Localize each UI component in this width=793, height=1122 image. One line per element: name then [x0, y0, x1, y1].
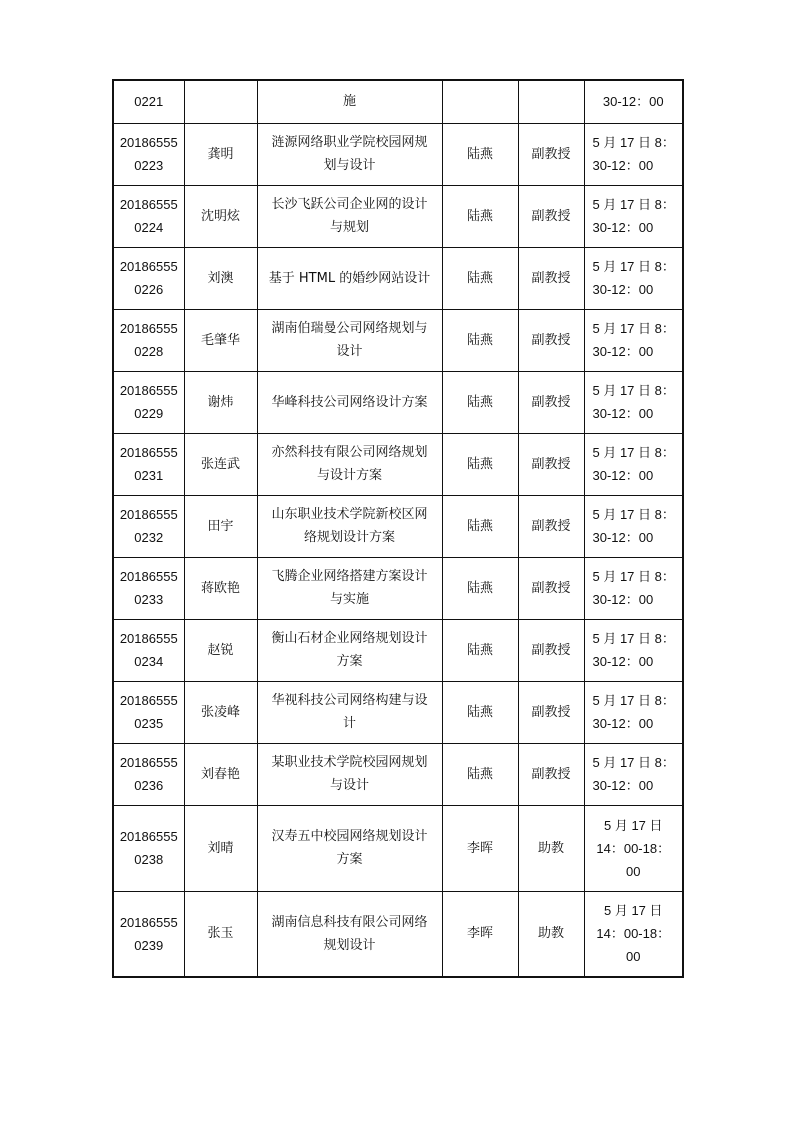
cell-line: 5 月 17 日 8：: [592, 383, 675, 398]
student-id-cell: [113, 619, 184, 681]
student-name-cell: 张玉: [184, 891, 257, 977]
advisor-rank-cell: 副教授: [518, 123, 584, 185]
student-id-cell: [113, 495, 184, 557]
student-id-cell: [113, 247, 184, 309]
cell-line: 20186555: [119, 914, 178, 930]
advisor-cell: 陆燕: [442, 185, 518, 247]
student-name-cell: 田宇: [184, 495, 257, 557]
defense-time-cell: [584, 619, 683, 681]
defense-time-cell: [584, 557, 683, 619]
cell-line: 30-12：00: [592, 282, 654, 297]
advisor-rank-cell: 副教授: [518, 743, 584, 805]
cell-line: 30-12：00: [592, 592, 654, 607]
thesis-title-cell: [257, 805, 442, 891]
table-row: [113, 185, 683, 247]
table-row: [113, 743, 683, 805]
cell-line: 华峰科技公司网络设计方案: [271, 394, 428, 410]
cell-line: 30-12：00: [592, 220, 654, 235]
table-row: [113, 433, 683, 495]
cell-line: 涟源网络职业学院校园网规: [271, 135, 428, 150]
advisor-cell: 陆燕: [442, 371, 518, 433]
student-name-cell: 刘春艳: [184, 743, 257, 805]
cell-line: 与设计方案: [316, 468, 382, 483]
cell-line: 20186555: [119, 507, 178, 522]
cell-line: 华视科技公司网络构建与设: [271, 693, 428, 708]
cell-line: 0223: [134, 158, 164, 173]
defense-time-cell: [584, 805, 683, 891]
advisor-rank-cell: 副教授: [518, 185, 584, 247]
thesis-title-cell: [257, 371, 442, 433]
defense-time-cell: [584, 371, 683, 433]
student-id-cell: [113, 805, 184, 891]
defense-schedule-table: [112, 79, 684, 978]
advisor-rank-cell: 副教授: [518, 371, 584, 433]
thesis-title-cell: [257, 123, 442, 185]
thesis-title-cell: [257, 309, 442, 371]
thesis-title-cell: [257, 681, 442, 743]
advisor-cell: 李晖: [442, 891, 518, 977]
table-row: [113, 309, 683, 371]
advisor-rank-cell: [518, 80, 584, 123]
table-row: [113, 681, 683, 743]
table-row: [113, 123, 683, 185]
cell-line: 0236: [134, 778, 164, 793]
defense-time-cell: [584, 309, 683, 371]
advisor-cell: [442, 80, 518, 123]
student-name-cell: 蒋欧艳: [184, 557, 257, 619]
cell-line: 0224: [134, 220, 164, 235]
cell-line: 30-12：00: [592, 406, 654, 421]
student-name-cell: 赵锐: [184, 619, 257, 681]
cell-line: 0228: [134, 344, 164, 359]
advisor-cell: 陆燕: [442, 123, 518, 185]
cell-line: 0239: [134, 937, 164, 953]
cell-line: 20186555: [119, 569, 178, 584]
cell-line: 30-12：00: [592, 654, 654, 669]
student-id-cell: [113, 309, 184, 371]
defense-time-cell: [584, 80, 683, 123]
student-id-cell: [113, 681, 184, 743]
cell-line: 5 月 17 日 8：: [592, 197, 675, 212]
cell-line: 00: [626, 949, 641, 965]
thesis-title-cell: [257, 891, 442, 977]
advisor-cell: 李晖: [442, 805, 518, 891]
defense-time-cell: [584, 185, 683, 247]
student-name-cell: [184, 80, 257, 123]
table-row: [113, 805, 683, 891]
defense-time-cell: [584, 495, 683, 557]
student-id-cell: [113, 557, 184, 619]
cell-line: 络规划设计方案: [303, 530, 395, 545]
cell-line: 0231: [134, 468, 164, 483]
cell-line: 0234: [134, 654, 164, 669]
student-id-cell: [113, 433, 184, 495]
defense-time-cell: [584, 743, 683, 805]
cell-line: 20186555: [119, 259, 178, 274]
cell-line: 30-12：00: [592, 158, 654, 173]
advisor-cell: 陆燕: [442, 681, 518, 743]
defense-time-cell: [584, 891, 683, 977]
cell-line: 30-12：00: [592, 468, 654, 483]
cell-line: 5 月 17 日 8：: [592, 569, 675, 584]
cell-line: 5 月 17 日 8：: [592, 693, 675, 708]
student-name-cell: 沈明炫: [184, 185, 257, 247]
student-name-cell: 张连武: [184, 433, 257, 495]
advisor-cell: 陆燕: [442, 743, 518, 805]
cell-line: 30-12：00: [592, 716, 654, 731]
cell-line: 衡山石材企业网络规划设计: [271, 631, 428, 646]
cell-line: 汉寿五中校园网络规划设计: [271, 829, 428, 844]
advisor-rank-cell: 副教授: [518, 557, 584, 619]
cell-line: 0233: [134, 592, 164, 607]
cell-line: 0232: [134, 530, 164, 545]
table-row: [113, 619, 683, 681]
advisor-cell: 陆燕: [442, 557, 518, 619]
cell-line: 施: [342, 94, 356, 110]
table-row: [113, 80, 683, 123]
cell-line: 0226: [134, 282, 164, 297]
table-body: [113, 80, 683, 977]
cell-line: 计: [342, 716, 356, 731]
table-row: [113, 247, 683, 309]
cell-line: 30-12：00: [592, 530, 654, 545]
student-id-cell: [113, 371, 184, 433]
thesis-title-cell: [257, 495, 442, 557]
student-id-cell: [113, 80, 184, 123]
cell-line: 山东职业技术学院新校区网: [271, 507, 428, 522]
cell-line: 14：00-18：: [596, 840, 671, 856]
cell-line: 划与设计: [323, 158, 376, 173]
cell-line: 某职业技术学院校园网规划: [271, 755, 428, 770]
advisor-cell: 陆燕: [442, 433, 518, 495]
thesis-title-cell: [257, 247, 442, 309]
student-id-cell: [113, 123, 184, 185]
thesis-title-cell: [257, 557, 442, 619]
student-name-cell: 刘晴: [184, 805, 257, 891]
cell-line: 5 月 17 日 8：: [592, 445, 675, 460]
cell-line: 5 月 17 日: [603, 903, 663, 919]
table-row: [113, 891, 683, 977]
defense-time-cell: [584, 681, 683, 743]
advisor-rank-cell: 副教授: [518, 495, 584, 557]
advisor-cell: 陆燕: [442, 619, 518, 681]
cell-line: 5 月 17 日: [603, 817, 663, 833]
cell-line: 30-12：00: [592, 778, 654, 793]
advisor-rank-cell: 副教授: [518, 309, 584, 371]
cell-line: 20186555: [119, 383, 178, 398]
cell-line: 0238: [134, 852, 164, 867]
cell-line: 与设计: [329, 778, 369, 793]
cell-line: 方案: [336, 852, 363, 867]
advisor-rank-cell: 副教授: [518, 247, 584, 309]
cell-line: 方案: [336, 654, 363, 669]
advisor-rank-cell: 副教授: [518, 681, 584, 743]
cell-line: 20186555: [119, 135, 178, 150]
thesis-title-cell: [257, 433, 442, 495]
cell-line: 5 月 17 日 8：: [592, 259, 675, 274]
cell-line: 20186555: [119, 693, 178, 708]
cell-line: 20186555: [119, 197, 178, 212]
thesis-title-cell: [257, 619, 442, 681]
defense-time-cell: [584, 123, 683, 185]
cell-line: 5 月 17 日 8：: [592, 507, 675, 522]
student-name-cell: 毛肇华: [184, 309, 257, 371]
thesis-title-cell: [257, 743, 442, 805]
cell-line: 与规划: [329, 220, 369, 235]
cell-line: 亦然科技有限公司网络规划: [271, 445, 428, 460]
advisor-cell: 陆燕: [442, 309, 518, 371]
table-row: [113, 371, 683, 433]
advisor-cell: 陆燕: [442, 495, 518, 557]
cell-line: 0221: [134, 94, 164, 110]
table-row: [113, 557, 683, 619]
cell-line: 湖南伯瑞曼公司网络规划与: [271, 321, 428, 336]
cell-line: 5 月 17 日 8：: [592, 135, 675, 150]
thesis-title-cell: [257, 80, 442, 123]
student-name-cell: 谢炜: [184, 371, 257, 433]
advisor-rank-cell: 助教: [518, 891, 584, 977]
cell-line: 5 月 17 日 8：: [592, 631, 675, 646]
cell-line: 规划设计: [323, 937, 376, 953]
cell-line: 20186555: [119, 755, 178, 770]
cell-line: 基于 HTML 的婚纱网站设计: [268, 270, 431, 286]
cell-line: 14：00-18：: [596, 926, 671, 942]
student-name-cell: 张凌峰: [184, 681, 257, 743]
cell-line: 30-12：00: [592, 344, 654, 359]
cell-line: 20186555: [119, 829, 178, 844]
cell-line: 设计: [336, 344, 363, 359]
cell-line: 20186555: [119, 321, 178, 336]
advisor-rank-cell: 副教授: [518, 433, 584, 495]
cell-line: 5 月 17 日 8：: [592, 755, 675, 770]
table-row: [113, 495, 683, 557]
advisor-rank-cell: 副教授: [518, 619, 584, 681]
cell-line: 0235: [134, 716, 164, 731]
cell-line: 湖南信息科技有限公司网络: [271, 914, 428, 930]
cell-line: 20186555: [119, 631, 178, 646]
student-name-cell: 龚明: [184, 123, 257, 185]
thesis-title-cell: [257, 185, 442, 247]
student-id-cell: [113, 891, 184, 977]
cell-line: 00: [626, 863, 641, 879]
cell-line: 长沙飞跃公司企业网的设计: [271, 197, 428, 212]
defense-time-cell: [584, 433, 683, 495]
student-id-cell: [113, 185, 184, 247]
defense-time-cell: [584, 247, 683, 309]
cell-line: 20186555: [119, 445, 178, 460]
cell-line: 30-12：00: [602, 94, 664, 110]
student-id-cell: [113, 743, 184, 805]
cell-line: 0229: [134, 406, 164, 421]
cell-line: 飞腾企业网络搭建方案设计: [271, 569, 428, 584]
advisor-cell: 陆燕: [442, 247, 518, 309]
cell-line: 5 月 17 日 8：: [592, 321, 675, 336]
advisor-rank-cell: 助教: [518, 805, 584, 891]
cell-line: 与实施: [329, 592, 369, 607]
student-name-cell: 刘澳: [184, 247, 257, 309]
